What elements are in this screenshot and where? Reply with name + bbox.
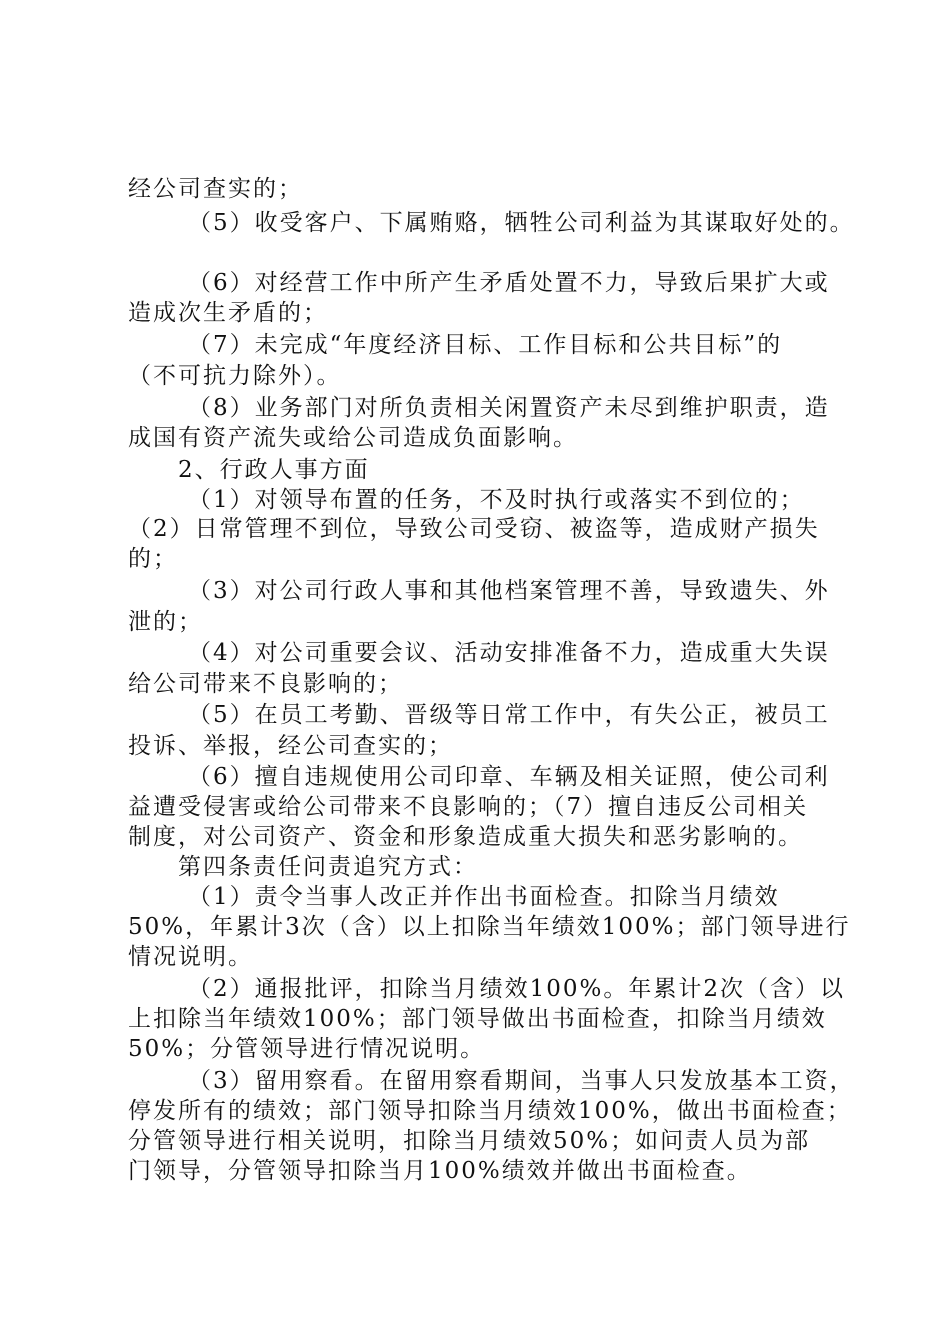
text-line: （6）对经营工作中所产生矛盾处置不力，导致后果扩大或 bbox=[188, 270, 830, 296]
text-line: 给公司带来不良影响的； bbox=[128, 671, 403, 697]
text-line: 50%；分管领导进行情况说明。 bbox=[128, 1036, 486, 1062]
text-line: （3）留用察看。在留用察看期间，当事人只发放基本工资， bbox=[188, 1068, 855, 1094]
text-line: 经公司查实的； bbox=[128, 176, 303, 202]
text-line: （1）对领导布置的任务，不及时执行或落实不到位的； bbox=[188, 487, 805, 513]
text-line: （3）对公司行政人事和其他档案管理不善，导致遗失、外 bbox=[188, 578, 830, 604]
text-line: （5）收受客户、下属贿赂，牺牲公司利益为其谋取好处的。 bbox=[188, 210, 855, 236]
text-line: （7）未完成“年度经济目标、工作目标和公共目标”的 bbox=[188, 332, 783, 358]
text-line: 泄的； bbox=[128, 609, 203, 635]
section-heading: 第四条责任问责追究方式： bbox=[178, 854, 478, 880]
text-line: 益遭受侵害或给公司带来不良影响的；（7）擅自违反公司相关 bbox=[128, 794, 809, 820]
text-line: 50%，年累计3次（含）以上扣除当年绩效100%；部门领导进行 bbox=[128, 914, 851, 940]
text-line: （2）通报批评，扣除当月绩效100%。年累计2次（含）以 bbox=[188, 976, 846, 1002]
text-line: 造成次生矛盾的； bbox=[128, 300, 328, 326]
text-line: 成国有资产流失或给公司造成负面影响。 bbox=[128, 425, 578, 451]
text-line: 停发所有的绩效；部门领导扣除当月绩效100%，做出书面检查； bbox=[128, 1098, 852, 1124]
text-line: 制度，对公司资产、资金和形象造成重大损失和恶劣影响的。 bbox=[128, 824, 803, 850]
text-line: 门领导，分管领导扣除当月100%绩效并做出书面检查。 bbox=[128, 1158, 752, 1184]
text-line: 上扣除当年绩效100%；部门领导做出书面检查，扣除当月绩效 bbox=[128, 1006, 827, 1032]
text-line: 的； bbox=[128, 546, 178, 572]
text-line: （2）日常管理不到位，导致公司受窃、被盗等，造成财产损失 bbox=[128, 516, 820, 542]
text-line: （6）擅自违规使用公司印章、车辆及相关证照，使公司利 bbox=[188, 764, 830, 790]
text-line: 分管领导进行相关说明，扣除当月绩效50%；如问责人员为部 bbox=[128, 1128, 811, 1154]
section-heading: 2、行政人事方面 bbox=[178, 457, 370, 483]
text-line: （4）对公司重要会议、活动安排准备不力，造成重大失误 bbox=[188, 640, 830, 666]
text-line: （8）业务部门对所负责相关闲置资产未尽到维护职责，造 bbox=[188, 395, 830, 421]
text-line: （1）责令当事人改正并作出书面检查。扣除当月绩效 bbox=[188, 884, 780, 910]
text-line: （5）在员工考勤、晋级等日常工作中，有失公正，被员工 bbox=[188, 702, 830, 728]
text-line: 情况说明。 bbox=[128, 944, 253, 970]
text-line: （不可抗力除外）。 bbox=[128, 363, 342, 389]
text-line: 投诉、举报，经公司查实的； bbox=[128, 733, 453, 759]
